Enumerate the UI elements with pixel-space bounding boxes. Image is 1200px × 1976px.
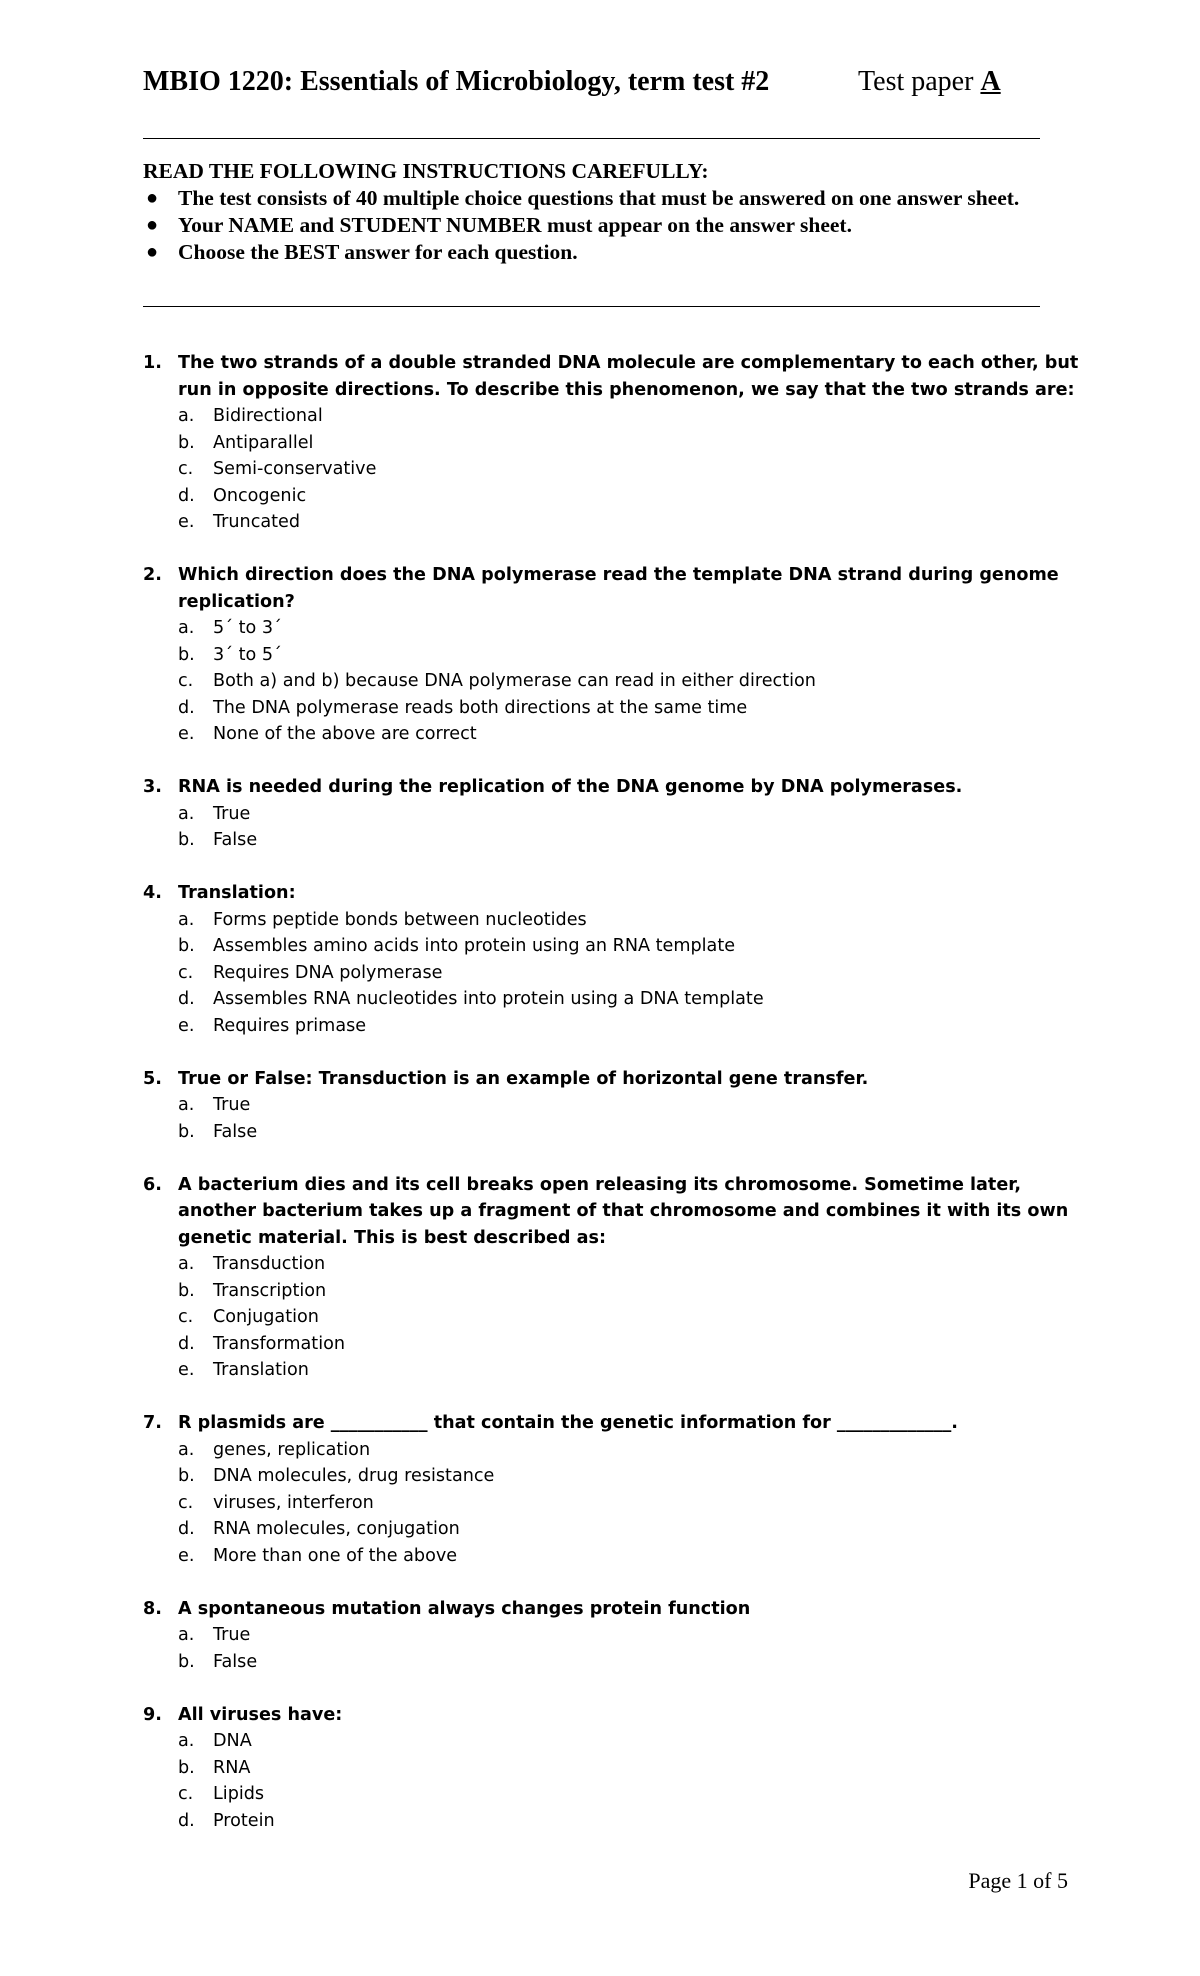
answer-option[interactable] bbox=[178, 721, 1083, 748]
option-text: viruses, interferon bbox=[213, 1492, 374, 1513]
answer-option[interactable] bbox=[178, 1331, 1083, 1358]
option-text: Protein bbox=[213, 1810, 275, 1831]
option-text: Requires primase bbox=[213, 1015, 367, 1036]
option-label: d. bbox=[178, 1810, 195, 1831]
question-number: 2. bbox=[143, 565, 162, 585]
option-text: The DNA polymerase reads both directions at the same time bbox=[213, 697, 748, 718]
answer-options bbox=[178, 403, 1083, 536]
question-4 bbox=[143, 880, 1083, 1039]
option-label: e. bbox=[178, 1015, 195, 1036]
instruction-text: The test consists of 40 multiple choice questions that must be answered on one answer sheet. bbox=[178, 186, 1020, 210]
option-text: False bbox=[213, 1121, 258, 1142]
question-text: All viruses have: bbox=[178, 1704, 343, 1725]
answer-option[interactable] bbox=[178, 1755, 1083, 1782]
option-label: b. bbox=[178, 1651, 195, 1672]
option-text: Assembles RNA nucleotides into protein using a DNA template bbox=[213, 989, 764, 1009]
option-text: True bbox=[213, 1095, 251, 1115]
question-1 bbox=[143, 350, 1083, 536]
answer-option[interactable] bbox=[178, 403, 1083, 430]
instruction-item bbox=[143, 212, 1063, 239]
question-7 bbox=[143, 1410, 1083, 1569]
bullet-icon: ● bbox=[146, 187, 159, 209]
question-number: 3. bbox=[143, 777, 162, 797]
option-text: DNA bbox=[213, 1731, 252, 1751]
answer-option[interactable] bbox=[178, 483, 1083, 510]
option-label: a. bbox=[178, 803, 195, 824]
answer-option[interactable] bbox=[178, 1119, 1083, 1146]
option-label: c. bbox=[178, 1784, 194, 1804]
option-label: b. bbox=[178, 1280, 195, 1301]
answer-option[interactable] bbox=[178, 1437, 1083, 1464]
answer-option[interactable] bbox=[178, 1490, 1083, 1517]
option-label: e. bbox=[178, 512, 195, 532]
answer-option[interactable] bbox=[178, 1278, 1083, 1305]
option-text: None of the above are correct bbox=[213, 724, 477, 744]
question-text: A bacterium dies and its cell breaks open releasing its chromosome. Sometime later, another bacterium takes up a fragment of that chromosome and combines it with its own genetic material. This is best described as: bbox=[178, 1174, 1069, 1248]
option-label: d. bbox=[178, 1519, 195, 1539]
answer-option[interactable] bbox=[178, 827, 1083, 854]
page-header bbox=[143, 66, 1043, 106]
option-text: RNA molecules, conjugation bbox=[213, 1519, 460, 1539]
test-paper-text: Test paper bbox=[858, 66, 974, 97]
question-3 bbox=[143, 774, 1083, 854]
option-text: 5´ to 3´ bbox=[213, 618, 282, 638]
option-text: Semi-conservative bbox=[213, 459, 377, 479]
option-label: c. bbox=[178, 671, 194, 691]
answer-option[interactable] bbox=[178, 1304, 1083, 1331]
question-list bbox=[143, 350, 1083, 1861]
option-label: b. bbox=[178, 830, 195, 850]
answer-option[interactable] bbox=[178, 509, 1083, 536]
test-paper-letter: A bbox=[980, 66, 1001, 97]
option-label: c. bbox=[178, 1307, 194, 1327]
answer-option[interactable] bbox=[178, 1649, 1083, 1676]
option-text: Bidirectional bbox=[213, 406, 323, 426]
answer-option[interactable] bbox=[178, 960, 1083, 987]
option-label: e. bbox=[178, 1360, 195, 1380]
question-number: 7. bbox=[143, 1413, 162, 1433]
instructions-block bbox=[143, 158, 1063, 266]
answer-option[interactable] bbox=[178, 1543, 1083, 1570]
answer-options bbox=[178, 615, 1083, 748]
answer-option[interactable] bbox=[178, 1808, 1083, 1835]
option-label: e. bbox=[178, 1545, 195, 1566]
answer-option[interactable] bbox=[178, 1013, 1083, 1040]
option-text: Conjugation bbox=[213, 1307, 319, 1327]
answer-options bbox=[178, 1251, 1083, 1384]
option-text: Transduction bbox=[213, 1254, 326, 1274]
answer-option[interactable] bbox=[178, 986, 1083, 1013]
option-label: b. bbox=[178, 1121, 195, 1142]
option-label: b. bbox=[178, 644, 195, 665]
bullet-icon: ● bbox=[146, 241, 159, 263]
answer-option[interactable] bbox=[178, 1516, 1083, 1543]
answer-options bbox=[178, 1437, 1083, 1570]
option-text: 3´ to 5´ bbox=[213, 644, 282, 665]
test-paper-label bbox=[858, 66, 1001, 98]
answer-option[interactable] bbox=[178, 907, 1083, 934]
question-5 bbox=[143, 1066, 1083, 1146]
question-number: 6. bbox=[143, 1174, 162, 1195]
option-label: b. bbox=[178, 1466, 195, 1486]
option-label: d. bbox=[178, 989, 195, 1009]
question-number: 4. bbox=[143, 883, 162, 903]
answer-option[interactable] bbox=[178, 1251, 1083, 1278]
answer-option[interactable] bbox=[178, 642, 1083, 669]
question-6 bbox=[143, 1172, 1083, 1384]
answer-options bbox=[178, 1092, 1083, 1145]
option-text: genes, replication bbox=[213, 1439, 371, 1460]
answer-option[interactable] bbox=[178, 1092, 1083, 1119]
question-8 bbox=[143, 1596, 1083, 1676]
option-label: c. bbox=[178, 962, 194, 983]
answer-options bbox=[178, 907, 1083, 1040]
option-label: a. bbox=[178, 1731, 195, 1751]
header-divider bbox=[143, 138, 1040, 139]
question-text: Which direction does the DNA polymerase read the template DNA strand during genome replication? bbox=[178, 565, 1059, 612]
answer-options bbox=[178, 1728, 1083, 1834]
option-text: False bbox=[213, 1651, 258, 1672]
instruction-text: Your NAME and STUDENT NUMBER must appear on the answer sheet. bbox=[178, 213, 852, 237]
answer-option[interactable] bbox=[178, 933, 1083, 960]
option-text: Truncated bbox=[213, 512, 301, 532]
option-label: c. bbox=[178, 1492, 194, 1513]
instructions-divider bbox=[143, 306, 1040, 307]
answer-option[interactable] bbox=[178, 1622, 1083, 1649]
answer-options bbox=[178, 801, 1083, 854]
option-label: a. bbox=[178, 1095, 195, 1115]
option-label: b. bbox=[178, 936, 195, 956]
option-text: Transformation bbox=[213, 1333, 345, 1354]
answer-option[interactable] bbox=[178, 456, 1083, 483]
answer-option[interactable] bbox=[178, 695, 1083, 722]
option-text: RNA bbox=[213, 1757, 251, 1778]
answer-option[interactable] bbox=[178, 668, 1083, 695]
question-2 bbox=[143, 562, 1083, 748]
question-number: 9. bbox=[143, 1704, 162, 1725]
bullet-icon: ● bbox=[146, 214, 159, 236]
option-text: Translation bbox=[213, 1360, 309, 1380]
option-text: DNA molecules, drug resistance bbox=[213, 1466, 495, 1486]
question-9 bbox=[143, 1702, 1083, 1835]
page-title: MBIO 1220: Essentials of Microbiology, term test #2 bbox=[143, 66, 770, 97]
option-text: Assembles amino acids into protein using an RNA template bbox=[213, 936, 736, 956]
answer-option[interactable] bbox=[178, 430, 1083, 457]
option-label: a. bbox=[178, 909, 195, 930]
option-label: d. bbox=[178, 697, 195, 718]
option-text: Both a) and b) because DNA polymerase can read in either direction bbox=[213, 671, 816, 691]
answer-option[interactable] bbox=[178, 615, 1083, 642]
option-label: a. bbox=[178, 1254, 195, 1274]
answer-option[interactable] bbox=[178, 1463, 1083, 1490]
answer-option[interactable] bbox=[178, 1728, 1083, 1755]
question-text: True or False: Transduction is an example of horizontal gene transfer. bbox=[178, 1068, 869, 1089]
option-text: True bbox=[213, 803, 251, 824]
option-label: e. bbox=[178, 724, 195, 744]
option-label: a. bbox=[178, 406, 195, 426]
option-text: False bbox=[213, 830, 258, 850]
page-number: Page 1 of 5 bbox=[968, 1868, 1068, 1893]
option-text: Antiparallel bbox=[213, 432, 314, 453]
answer-option[interactable] bbox=[178, 1357, 1083, 1384]
option-text: True bbox=[213, 1625, 251, 1645]
instruction-item bbox=[143, 239, 1063, 266]
option-label: b. bbox=[178, 432, 195, 453]
option-label: a. bbox=[178, 1625, 195, 1645]
option-text: Lipids bbox=[213, 1784, 265, 1804]
question-number: 8. bbox=[143, 1598, 162, 1619]
option-text: Oncogenic bbox=[213, 485, 307, 506]
instructions-list bbox=[143, 185, 1063, 266]
answer-option[interactable] bbox=[178, 801, 1083, 828]
answer-options bbox=[178, 1622, 1083, 1675]
option-text: Forms peptide bonds between nucleotides bbox=[213, 909, 587, 930]
question-text: The two strands of a double stranded DNA molecule are complementary to each other, but run in opposite directions. To describe this phenomenon, we say that the two strands are: bbox=[178, 353, 1079, 400]
option-text: Transcription bbox=[213, 1280, 327, 1301]
answer-option[interactable] bbox=[178, 1781, 1083, 1808]
instruction-text: Choose the BEST answer for each question. bbox=[178, 240, 578, 264]
option-text: Requires DNA polymerase bbox=[213, 962, 443, 983]
option-label: d. bbox=[178, 485, 195, 506]
option-label: c. bbox=[178, 459, 194, 479]
question-text: A spontaneous mutation always changes protein function bbox=[178, 1598, 751, 1619]
option-label: a. bbox=[178, 618, 195, 638]
option-label: a. bbox=[178, 1439, 195, 1460]
question-number: 5. bbox=[143, 1068, 162, 1089]
question-number: 1. bbox=[143, 353, 162, 373]
instruction-item bbox=[143, 185, 1063, 212]
instructions-heading: READ THE FOLLOWING INSTRUCTIONS CAREFULLY: bbox=[143, 159, 709, 183]
option-label: d. bbox=[178, 1333, 195, 1354]
option-label: b. bbox=[178, 1757, 195, 1778]
option-text: More than one of the above bbox=[213, 1545, 458, 1566]
question-text: RNA is needed during the replication of the DNA genome by DNA polymerases. bbox=[178, 777, 963, 797]
question-text: R plasmids are ___________ that contain the genetic information for _____________. bbox=[178, 1413, 958, 1433]
question-text: Translation: bbox=[178, 883, 296, 903]
